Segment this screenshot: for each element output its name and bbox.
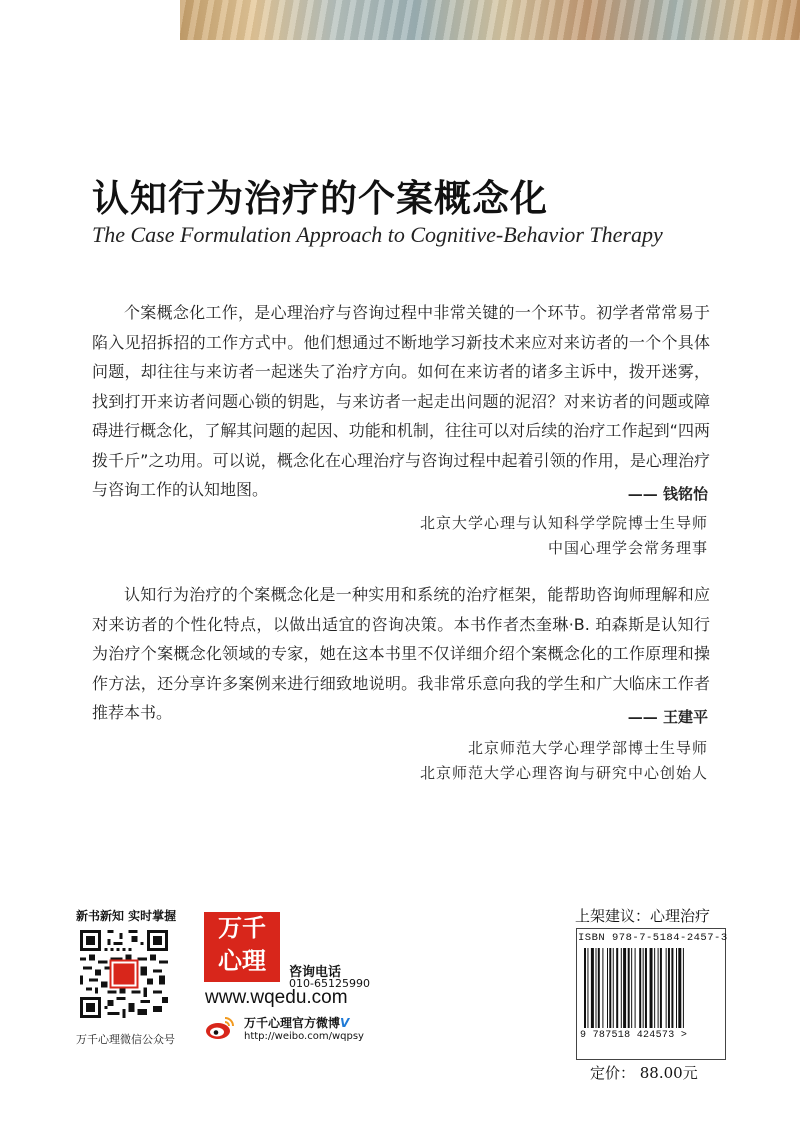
endorsement-2-title-1: 北京师范大学心理学部博士生导师 — [467, 739, 708, 757]
barcode-bar — [676, 948, 677, 1028]
barcode-bar — [666, 948, 667, 1028]
barcode-bar — [654, 948, 655, 1028]
logo-line-2: 心理 — [218, 947, 266, 975]
barcode-bar — [621, 948, 622, 1028]
barcode-bar — [628, 948, 630, 1028]
barcode-bar — [660, 948, 662, 1028]
barcode-bar — [591, 948, 594, 1028]
barcode-bar — [635, 948, 636, 1028]
weibo-url-link[interactable]: http://weibo.com/wqpsy — [244, 1031, 364, 1042]
barcode-bar — [609, 948, 611, 1028]
publisher-website-link[interactable]: www.wqedu.com — [205, 987, 348, 1008]
barcode-bar — [658, 948, 659, 1028]
endorsement-1-text — [92, 298, 710, 505]
barcode-bar — [645, 948, 647, 1028]
barcode-bar — [584, 948, 586, 1028]
logo-line-1: 万千 — [218, 914, 266, 942]
endorsement-2-author: —— 王建平 — [627, 708, 708, 726]
cover-artwork-strip — [180, 0, 800, 40]
book-price: 定价： 88.00元 — [590, 1064, 698, 1082]
barcode-bar — [613, 948, 614, 1028]
endorsement-2-paragraph: 认知行为治疗的个案概念化是一种实用和系统的治疗框架，能帮助咨询师理解和应对来访者的个性化特点，以做出适宜的咨询决策。本书作者杰奎琳·B. 珀森斯是认知行为治疗个案概念化领域的专家，她在这本书里不仅详细介绍个案概念化的工作原理和操作方法，还分享许多案例来进行细致地说明。我非常乐意向我的学生和广大临床工作者推荐本书。 — [92, 585, 710, 722]
weibo-verified-badge: V — [340, 1016, 350, 1030]
endorsement-2-text — [92, 580, 710, 728]
barcode-bar — [678, 948, 681, 1028]
barcode-bar — [683, 948, 684, 1028]
barcode-bar — [587, 948, 588, 1028]
barcode-bar — [607, 948, 608, 1028]
barcode-bar — [639, 948, 641, 1028]
wanqian-logo[interactable] — [204, 912, 280, 982]
endorsement-1-title-1: 北京大学心理与认知科学学院博士生导师 — [419, 514, 708, 532]
shelf-category: 上架建议：心理治疗 — [575, 907, 711, 925]
qr-label: 万千心理微信公众号 — [76, 1033, 175, 1046]
barcode-bar — [650, 948, 653, 1028]
weibo-name-text: 万千心理官方微博 — [244, 1016, 341, 1030]
barcode-bar — [668, 948, 670, 1028]
barcode-bar — [623, 948, 626, 1028]
barcode-bar — [596, 948, 597, 1028]
book-title: 认知行为治疗的个案概念化 — [92, 176, 548, 220]
endorsement-1-title-2: 中国心理学会常务理事 — [547, 539, 708, 557]
endorsement-1-author: —— 钱铭怡 — [627, 485, 708, 503]
barcode-bar — [616, 948, 618, 1028]
endorsement-1-paragraph: 个案概念化工作，是心理治疗与咨询过程中非常关键的一个环节。初学者常常易于陷入见招拆招的工作方式中。他们想通过不断地学习新技术来应对来访者的一个个具体问题，却往往与来访者一起迷失了治疗方向。如何在来访者的诸多主诉中，拨开迷雾，找到打开来访者问题心锁的钥匙，与来访者一起走出问题的泥沼？对来访者的问题或障碍进行概念化，了解其问题的起因、功能和机制，往往可以对后续的治疗工作起到“四两拨千斤”之功用。可以说，概念化在心理治疗与咨询过程中起着引领的作用，是心理治疗与咨询工作的认知地图。 — [92, 303, 710, 499]
barcode-bar — [643, 948, 644, 1028]
weibo-icon — [205, 1016, 235, 1040]
barcode-bar — [671, 948, 673, 1028]
qr-caption: 新书新知 实时掌握 — [76, 909, 177, 923]
hotline-number: 010-65125990 — [289, 977, 370, 990]
barcode-digits: 9 787518 424573 > — [580, 1030, 688, 1041]
isbn-barcode — [582, 948, 720, 1028]
weibo-name — [244, 1014, 349, 1031]
barcode-bar — [598, 948, 600, 1028]
barcode-bar — [631, 948, 632, 1028]
endorsement-2-title-2: 北京师范大学心理咨询与研究中心创始人 — [419, 764, 708, 782]
barcode-bar — [602, 948, 603, 1028]
book-subtitle: The Case Formulation Approach to Cognitive-Behavior Therapy — [92, 222, 663, 247]
wechat-qr-code[interactable] — [80, 930, 168, 1018]
isbn-number: ISBN 978-7-5184-2457-3 — [578, 932, 728, 944]
hotline-label: 咨询电话 — [289, 965, 342, 980]
